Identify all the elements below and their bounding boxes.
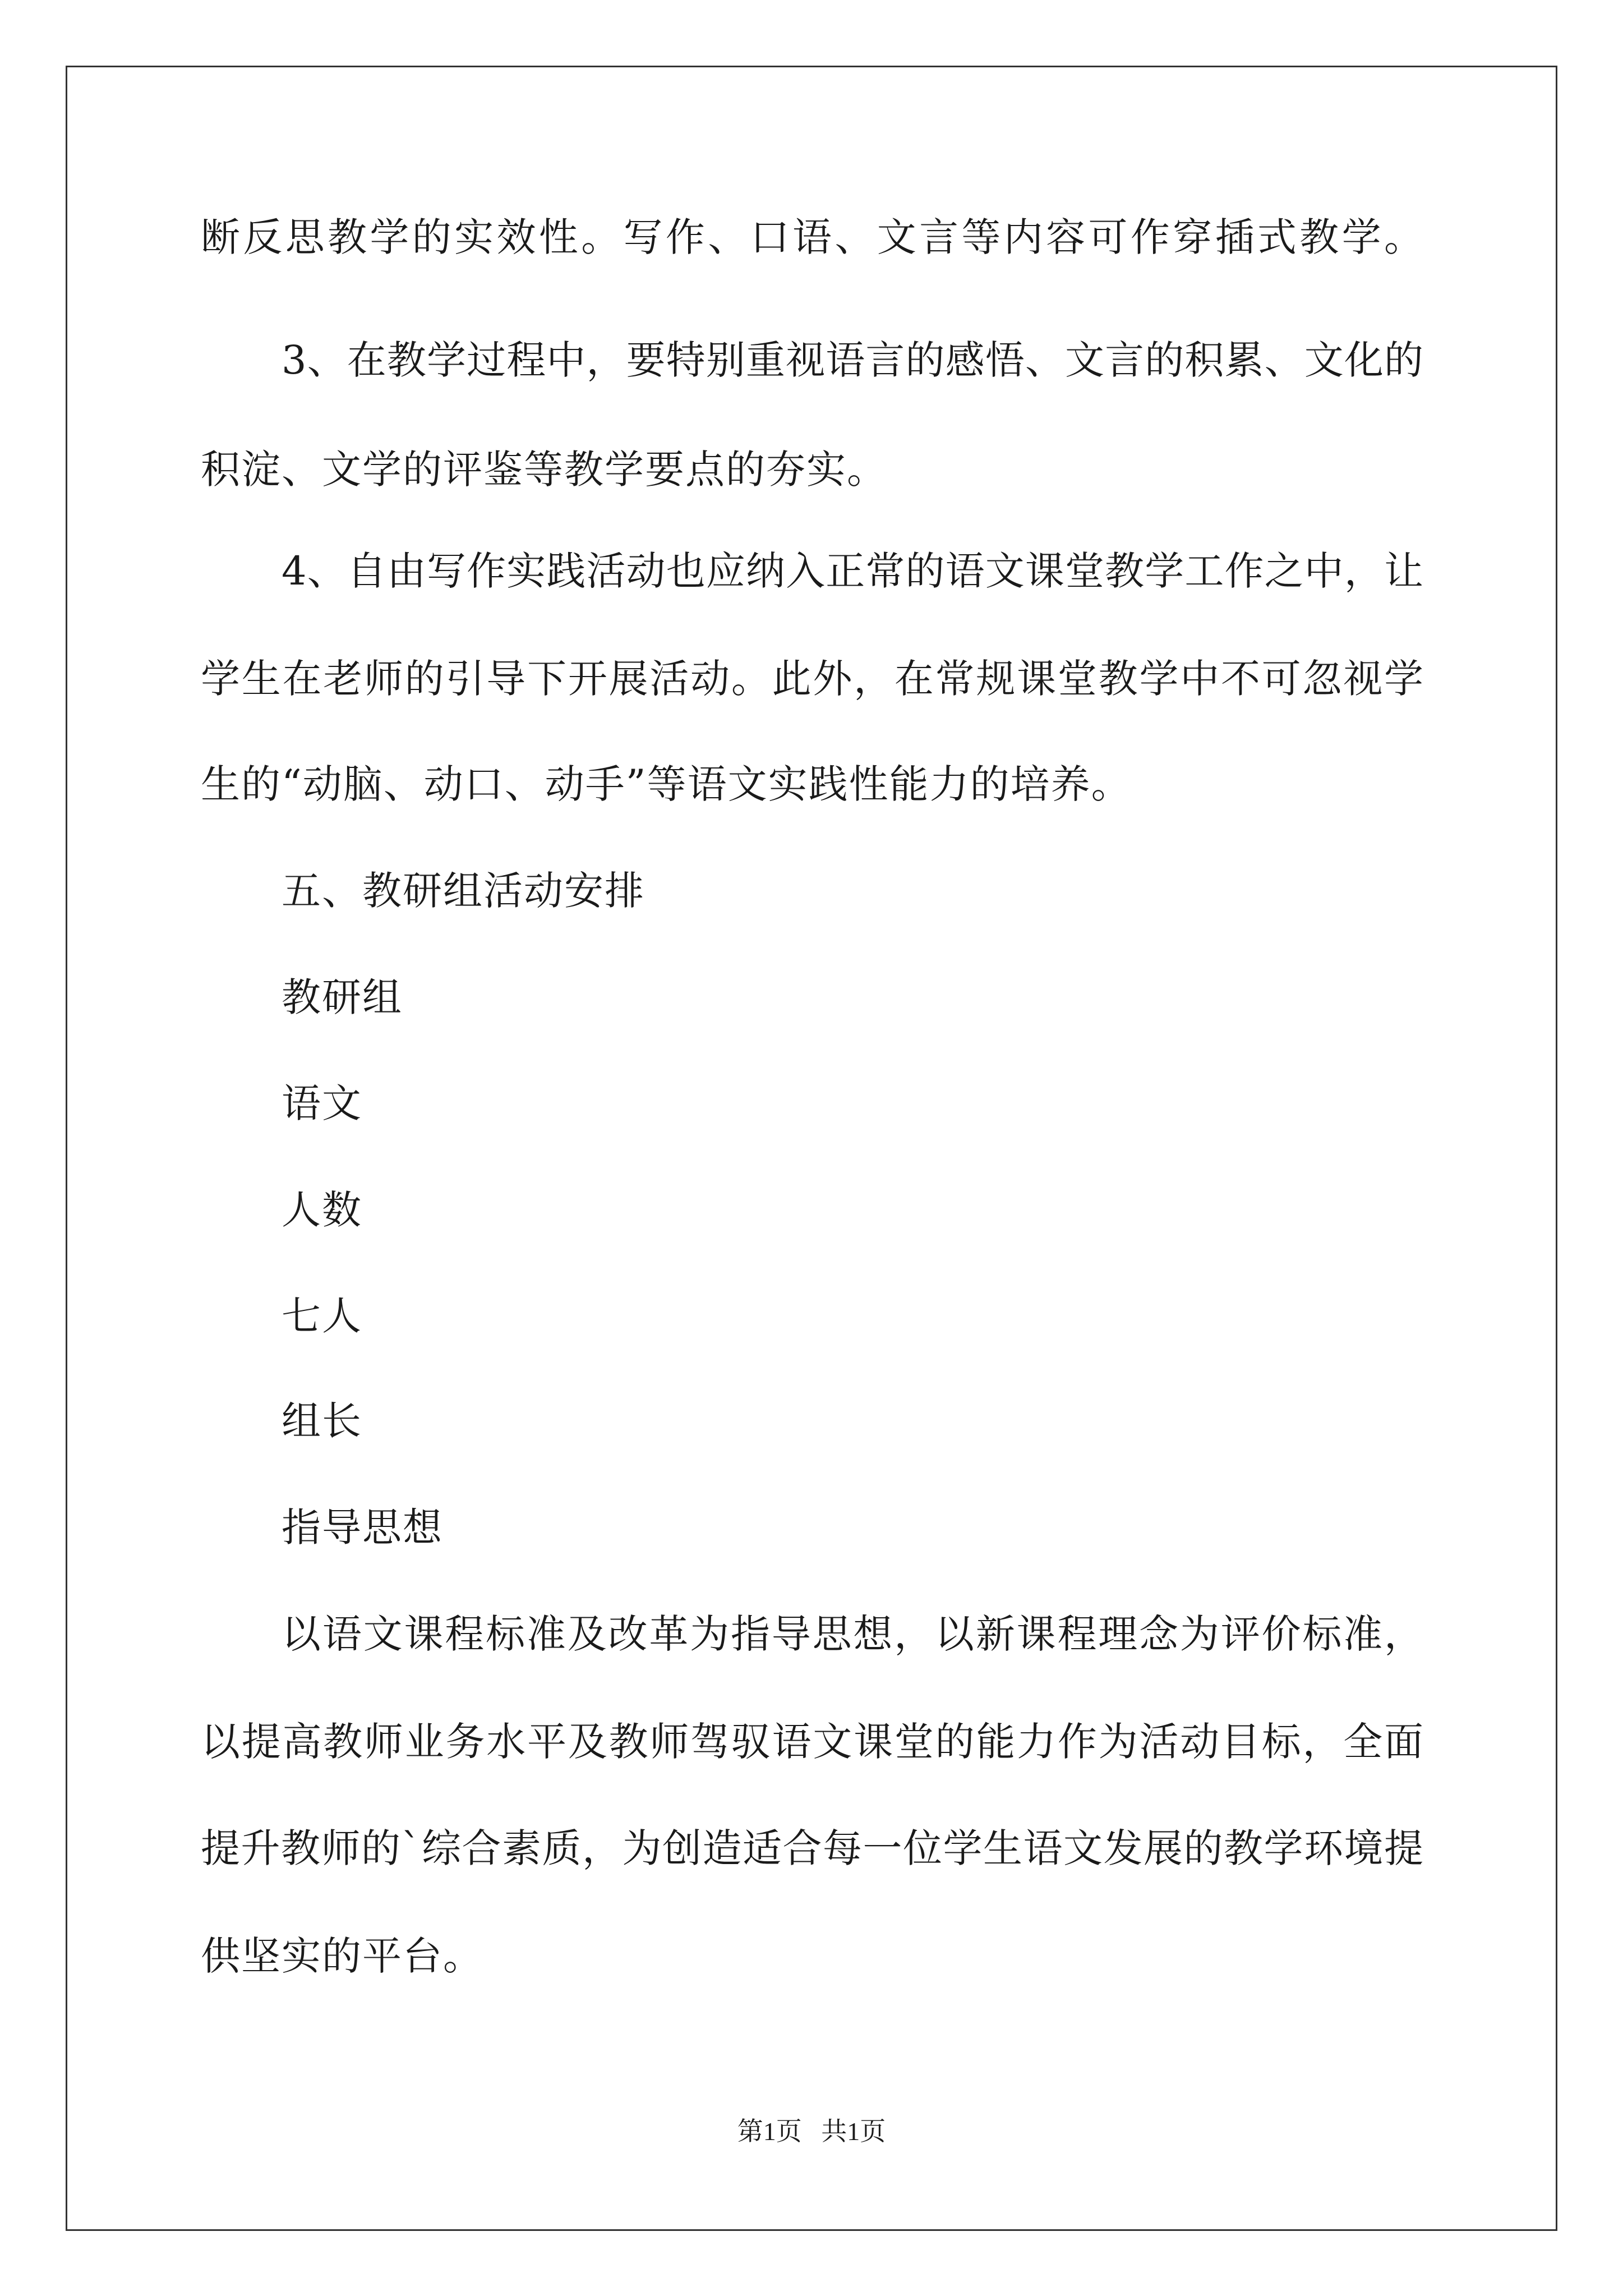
- text-line-6: 生的“动脑、动口、动手”等语文实践性能力的培养。: [201, 761, 1132, 807]
- text-line-10: 人数: [282, 1187, 362, 1233]
- text-line-11: 七人: [282, 1293, 362, 1339]
- text-line-1: 断反思教学的实效性。写作、口语、文言等内容可作穿插式教学。: [201, 214, 1423, 260]
- text-line-16: 提升教师的`综合素质，为创造适合每一位学生语文发展的教学环境提: [201, 1825, 1423, 1871]
- text-line-3: 积淀、文学的评鉴等教学要点的夯实。: [201, 447, 887, 493]
- text-line-13: 指导思想: [282, 1504, 443, 1550]
- page-footer: 第1页 共1页: [737, 2117, 886, 2146]
- text-line-2: 3、在教学过程中，要特别重视语言的感悟、文言的积累、文化的: [282, 337, 1423, 383]
- text-line-5: 学生在老师的引导下开展活动。此外，在常规课堂教学中不可忽视学: [201, 656, 1423, 702]
- text-line-4: 4、自由写作实践活动也应纳入正常的语文课堂教学工作之中，让: [282, 548, 1423, 594]
- text-line-15: 以提高教师业务水平及教师驾驭语文课堂的能力作为活动目标，全面: [201, 1719, 1423, 1765]
- text-line-14: 以语文课程标准及改革为指导思想，以新课程理念为评价标准，: [282, 1611, 1423, 1657]
- text-line-17: 供坚实的平台。: [201, 1933, 483, 1979]
- text-line-8: 教研组: [282, 974, 403, 1020]
- page-border: [66, 66, 1557, 2231]
- text-line-9: 语文: [282, 1080, 362, 1126]
- section-heading: 五、教研组活动安排: [282, 868, 645, 914]
- text-line-12: 组长: [282, 1398, 362, 1444]
